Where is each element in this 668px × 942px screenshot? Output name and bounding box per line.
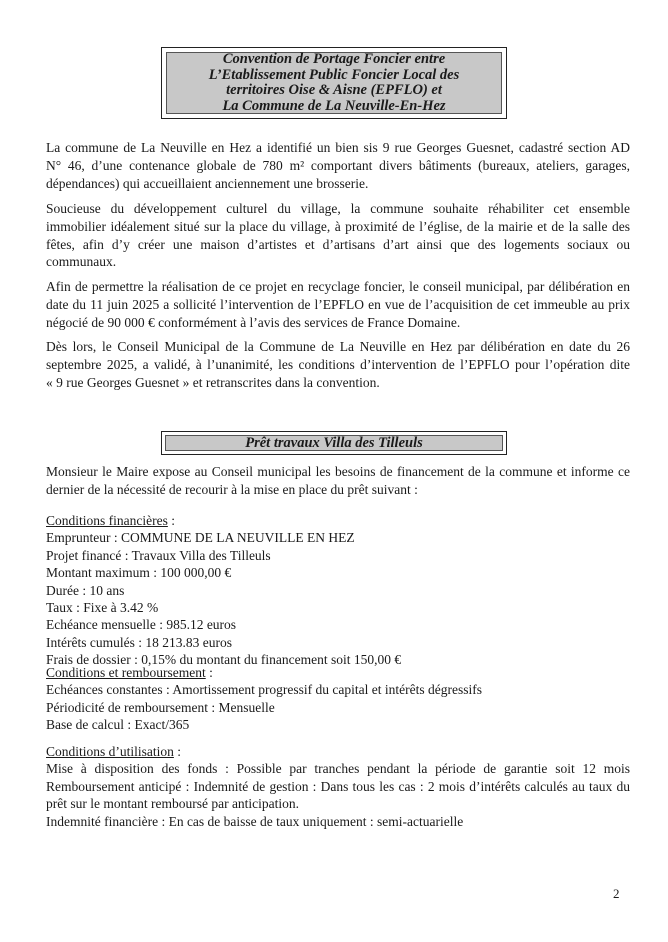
conditions-remboursement-heading: Conditions et remboursement — [46, 665, 206, 680]
paragraph-line: « 9 rue Georges Guesnet » et retranscrites dans la convention. — [46, 374, 380, 390]
condition-line: Remboursement anticipé : Indemnité de gestion : Dans tous les cas : 2 mois d’intérêts calculés au taux du — [46, 778, 630, 794]
conditions-financieres-block — [46, 512, 636, 669]
condition-line: Frais de dossier : 0,15% du montant du financement soit 150,00 € — [46, 652, 402, 668]
conditions-financieres-heading: Conditions financières — [46, 513, 168, 528]
conditions-financieres-heading-row — [46, 512, 636, 529]
paragraph-line: La commune de La Neuville en Hez a identifié un bien sis 9 rue Georges Guesnet, cadastré section AD — [46, 140, 630, 155]
condition-line: Intérêts cumulés : 18 213.83 euros — [46, 634, 232, 650]
pret-title: Prêt travaux Villa des Tilleuls — [245, 434, 423, 451]
conditions-remboursement-block — [46, 664, 636, 734]
paragraph-line: date du 11 juin 2025 a sollicité l’intervention de l’EPFLO en vue de l’acquisition de cet immeuble au prix — [46, 296, 630, 312]
paragraph-line: Afin de permettre la réalisation de ce projet en recyclage foncier, le conseil municipal, par délibération en — [46, 279, 630, 294]
convention-title-line-2: L’Etablissement Public Foncier Local des — [208, 66, 460, 83]
paragraph-line: Monsieur le Maire expose au Conseil municipal les besoins de financement de la commune et informe ce — [46, 464, 630, 479]
convention-title-box — [161, 47, 507, 119]
condition-line: Echéances constantes : Amortissement progressif du capital et intérêts dégressifs — [46, 682, 482, 698]
condition-line: Projet financé : Travaux Villa des Tilleuls — [46, 547, 271, 563]
condition-line: Montant maximum : 100 000,00 € — [46, 565, 232, 581]
paragraph-line: N° 46, d’une contenance globale de 780 m² comportant divers bâtiments (bureaux, ateliers, garages, — [46, 157, 630, 173]
convention-title-line-3: territoires Oise & Aisne (EPFLO) et — [226, 82, 442, 98]
pret-intro-paragraph — [46, 463, 630, 499]
convention-title-line-4: La Commune de La Neuville-En-Hez — [222, 97, 446, 114]
heading-colon: : — [173, 744, 182, 759]
heading-colon: : — [205, 665, 213, 680]
conditions-utilisation-block — [46, 743, 636, 830]
conditions-remboursement-heading-row — [46, 664, 636, 681]
convention-title-background — [166, 52, 502, 114]
paragraph-line: Dès lors, le Conseil Municipal de la Commune de La Neuville en Hez par délibération en date du 26 — [46, 339, 630, 354]
pret-title-box — [161, 431, 507, 455]
paragraph-line: Soucieuse du développement culturel du village, la commune souhaite réhabiliter cet ensemble — [46, 201, 630, 216]
paragraph-line: communaux. — [46, 254, 117, 270]
conditions-utilisation-heading-row — [46, 743, 636, 760]
convention-paragraph-1 — [46, 139, 630, 192]
condition-line: Indemnité financière : En cas de baisse de taux uniquement : semi-actuarielle — [46, 813, 464, 829]
condition-line: Taux : Fixe à 3.42 % — [46, 600, 159, 616]
condition-line: Base de calcul : Exact/365 — [46, 717, 190, 733]
paragraph-line: négocié de 90 000 € conformément à l’avis des services de France Domaine. — [46, 314, 461, 330]
convention-paragraph-4 — [46, 338, 630, 391]
condition-line: Echéance mensuelle : 985.12 euros — [46, 617, 237, 633]
convention-paragraph-2 — [46, 200, 630, 271]
paragraph-line: dernier de la nécessité de recourir à la mise en place du prêt suivant : — [46, 481, 418, 497]
convention-title-line-1: Convention de Portage Foncier entre — [222, 51, 446, 67]
paragraph-line: immobilier idéalement situé sur la place du village, à proximité de l’église, de la mairie et de la salle des — [46, 218, 630, 234]
condition-line: Durée : 10 ans — [46, 582, 125, 598]
condition-line: Mise à disposition des fonds : Possible par tranches pendant la période de garantie soit 12 mois — [46, 761, 630, 777]
paragraph-line: fêtes, afin d’y créer une maison d’artistes et d’artisans d’art ainsi que des logements sociaux ou — [46, 236, 630, 252]
condition-line: prêt sur le montant remboursé par anticipation. — [46, 796, 300, 812]
condition-line: Périodicité de remboursement : Mensuelle — [46, 699, 275, 715]
paragraph-line: septembre 2025, a validé, à l’unanimité, les conditions d’intervention de l’EPFLO pour l’opération dite — [46, 356, 630, 372]
page-number: 2 — [613, 886, 620, 901]
condition-line: Emprunteur : COMMUNE DE LA NEUVILLE EN HEZ — [46, 530, 355, 546]
heading-colon: : — [167, 513, 175, 528]
paragraph-line: dépendances) qui accueillaient anciennement une brosserie. — [46, 175, 369, 191]
conditions-utilisation-heading: Conditions d’utilisation — [46, 744, 174, 759]
pret-title-background — [165, 435, 503, 451]
convention-paragraph-3 — [46, 278, 630, 331]
